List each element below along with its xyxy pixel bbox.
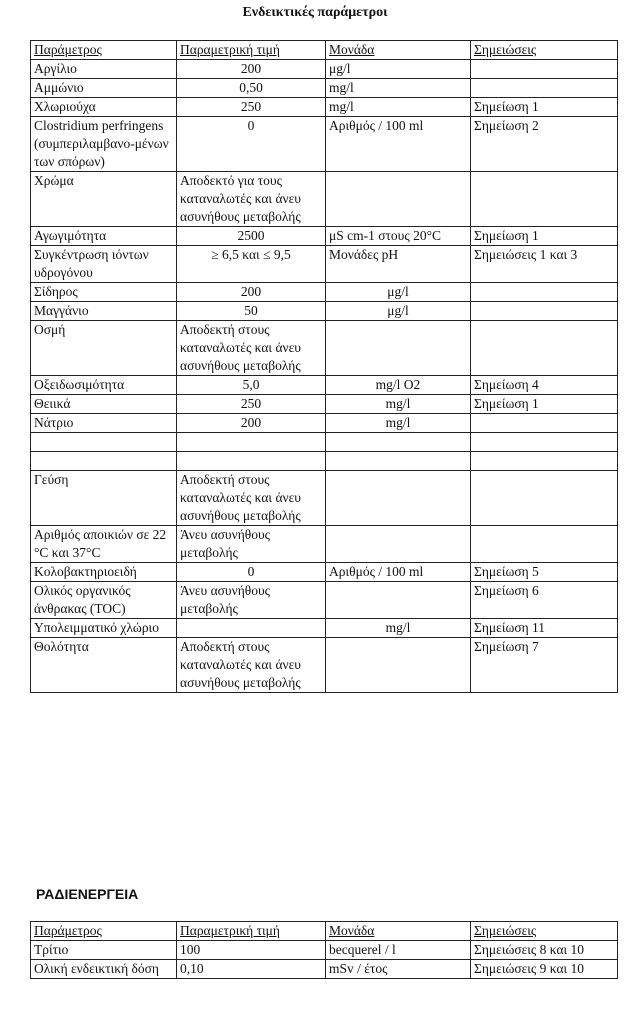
value-cell: 2500 — [177, 227, 326, 246]
unit-cell: mSv / έτος — [326, 960, 471, 979]
value-cell: 200 — [177, 414, 326, 433]
param-cell: Θειικά — [31, 395, 177, 414]
note-cell — [471, 60, 618, 79]
table-row — [31, 395, 618, 414]
value-cell: 250 — [177, 395, 326, 414]
page-title: Ενδεικτικές παράμετροι — [242, 5, 388, 20]
note-cell: Σημειώσεις 8 και 10 — [471, 941, 618, 960]
unit-cell — [326, 433, 471, 452]
indicator-parameters-table — [30, 40, 618, 693]
radioactivity-heading: ΡΑΔΙΕΝΕΡΓΕΙΑ — [36, 886, 139, 902]
note-cell: Σημείωση 1 — [471, 227, 618, 246]
param-cell — [31, 452, 177, 471]
param-cell: Αργίλιο — [31, 60, 177, 79]
table-row — [31, 376, 618, 395]
param-cell: Νάτριο — [31, 414, 177, 433]
table-row — [31, 227, 618, 246]
table-row — [31, 246, 618, 283]
value-cell: Αποδεκτή στους καταναλωτές και άνευ ασυνήθους μεταβολής — [177, 321, 326, 376]
param-cell: Υπολειμματικό χλώριο — [31, 619, 177, 638]
param-cell: Clostridium perfringens (συμπεριλαμβανο-μένων των σπόρων) — [31, 117, 177, 172]
note-cell: Σημείωση 6 — [471, 582, 618, 619]
param-cell: Γεύση — [31, 471, 177, 526]
unit-cell: mg/l — [326, 395, 471, 414]
param-cell: Αγωγιμότητα — [31, 227, 177, 246]
table-row — [31, 60, 618, 79]
header-unit: Μονάδα — [326, 922, 471, 941]
unit-cell: mg/l O2 — [326, 376, 471, 395]
value-cell: Αποδεκτό για τους καταναλωτές και άνευ ασυνήθους μεταβολής — [177, 172, 326, 227]
param-cell: Θολότητα — [31, 638, 177, 693]
note-cell — [471, 172, 618, 227]
radioactivity-table — [30, 921, 618, 979]
param-cell: Σίδηρος — [31, 283, 177, 302]
value-cell: 100 — [177, 941, 326, 960]
note-cell: Σημείωση 4 — [471, 376, 618, 395]
param-cell: Χρώμα — [31, 172, 177, 227]
note-cell: Σημείωση 1 — [471, 98, 618, 117]
value-cell: 0 — [177, 563, 326, 582]
note-cell: Σημείωση 5 — [471, 563, 618, 582]
value-cell: 0,10 — [177, 960, 326, 979]
header-parameter: Παράμετρος — [31, 41, 177, 60]
header-parameter: Παράμετρος — [31, 922, 177, 941]
note-cell — [471, 414, 618, 433]
table-row — [31, 452, 618, 471]
unit-cell — [326, 452, 471, 471]
value-cell: Άνευ ασυνήθους μεταβολής — [177, 526, 326, 563]
table-row — [31, 98, 618, 117]
unit-cell — [326, 172, 471, 227]
note-cell — [471, 79, 618, 98]
unit-cell — [326, 471, 471, 526]
note-cell — [471, 302, 618, 321]
note-cell: Σημείωση 11 — [471, 619, 618, 638]
param-cell: Ολική ενδεικτική δόση — [31, 960, 177, 979]
table-row — [31, 117, 618, 172]
value-cell: 5,0 — [177, 376, 326, 395]
note-cell — [471, 452, 618, 471]
header-unit: Μονάδα — [326, 41, 471, 60]
unit-cell: mg/l — [326, 619, 471, 638]
table-header-row — [31, 922, 618, 941]
table-row — [31, 321, 618, 376]
param-cell: Μαγγάνιο — [31, 302, 177, 321]
header-notes: Σημειώσεις — [471, 41, 618, 60]
unit-cell — [326, 526, 471, 563]
param-cell: Οσμή — [31, 321, 177, 376]
table-row — [31, 172, 618, 227]
table-row — [31, 471, 618, 526]
unit-cell — [326, 321, 471, 376]
unit-cell: mg/l — [326, 98, 471, 117]
note-cell: Σημείωση 7 — [471, 638, 618, 693]
note-cell — [471, 321, 618, 376]
table-row — [31, 526, 618, 563]
param-cell: Αμμώνιο — [31, 79, 177, 98]
unit-cell: μg/l — [326, 302, 471, 321]
unit-cell: mg/l — [326, 414, 471, 433]
note-cell — [471, 433, 618, 452]
value-cell: 50 — [177, 302, 326, 321]
value-cell — [177, 452, 326, 471]
param-cell: Ολικός οργανικός άνθρακας (TOC) — [31, 582, 177, 619]
header-notes: Σημειώσεις — [471, 922, 618, 941]
param-cell: Οξειδωσιμότητα — [31, 376, 177, 395]
header-value: Παραμετρική τιμή — [177, 922, 326, 941]
table-row — [31, 433, 618, 452]
table-row — [31, 79, 618, 98]
value-cell: 250 — [177, 98, 326, 117]
table-row — [31, 302, 618, 321]
value-cell: 200 — [177, 283, 326, 302]
param-cell: Κολοβακτηριοειδή — [31, 563, 177, 582]
table-row — [31, 619, 618, 638]
table-row — [31, 283, 618, 302]
table-row — [31, 960, 618, 979]
note-cell — [471, 283, 618, 302]
value-cell — [177, 619, 326, 638]
value-cell: 0 — [177, 117, 326, 172]
note-cell — [471, 471, 618, 526]
unit-cell — [326, 638, 471, 693]
note-cell: Σημειώσεις 1 και 3 — [471, 246, 618, 283]
value-cell: 0,50 — [177, 79, 326, 98]
header-value: Παραμετρική τιμή — [177, 41, 326, 60]
unit-cell: becquerel / l — [326, 941, 471, 960]
table-header-row — [31, 41, 618, 60]
param-cell: Συγκέντρωση ιόντων υδρογόνου — [31, 246, 177, 283]
param-cell — [31, 433, 177, 452]
table-row — [31, 563, 618, 582]
value-cell: Άνευ ασυνήθους μεταβολής — [177, 582, 326, 619]
value-cell — [177, 433, 326, 452]
unit-cell: μg/l — [326, 283, 471, 302]
param-cell: Αριθμός αποικιών σε 22 °C και 37°C — [31, 526, 177, 563]
note-cell — [471, 526, 618, 563]
value-cell: 200 — [177, 60, 326, 79]
unit-cell: mg/l — [326, 79, 471, 98]
unit-cell: Αριθμός / 100 ml — [326, 117, 471, 172]
value-cell: Αποδεκτή στους καταναλωτές και άνευ ασυνήθους μεταβολής — [177, 471, 326, 526]
note-cell: Σημείωση 1 — [471, 395, 618, 414]
value-cell: ≥ 6,5 και ≤ 9,5 — [177, 246, 326, 283]
conductivity-unit: μS cm-1 στους 20°C — [329, 228, 441, 243]
unit-cell: Μονάδες pH — [326, 246, 471, 283]
table-row — [31, 638, 618, 693]
unit-cell: μg/l — [326, 60, 471, 79]
unit-cell — [326, 582, 471, 619]
note-cell: Σημείωση 2 — [471, 117, 618, 172]
unit-cell: Αριθμός / 100 ml — [326, 563, 471, 582]
table-row — [31, 941, 618, 960]
param-cell: Τρίτιο — [31, 941, 177, 960]
note-cell: Σημειώσεις 9 και 10 — [471, 960, 618, 979]
unit-cell — [326, 227, 471, 246]
table-row — [31, 582, 618, 619]
table-row — [31, 414, 618, 433]
param-cell: Χλωριούχα — [31, 98, 177, 117]
value-cell: Αποδεκτή στους καταναλωτές και άνευ ασυνήθους μεταβολής — [177, 638, 326, 693]
